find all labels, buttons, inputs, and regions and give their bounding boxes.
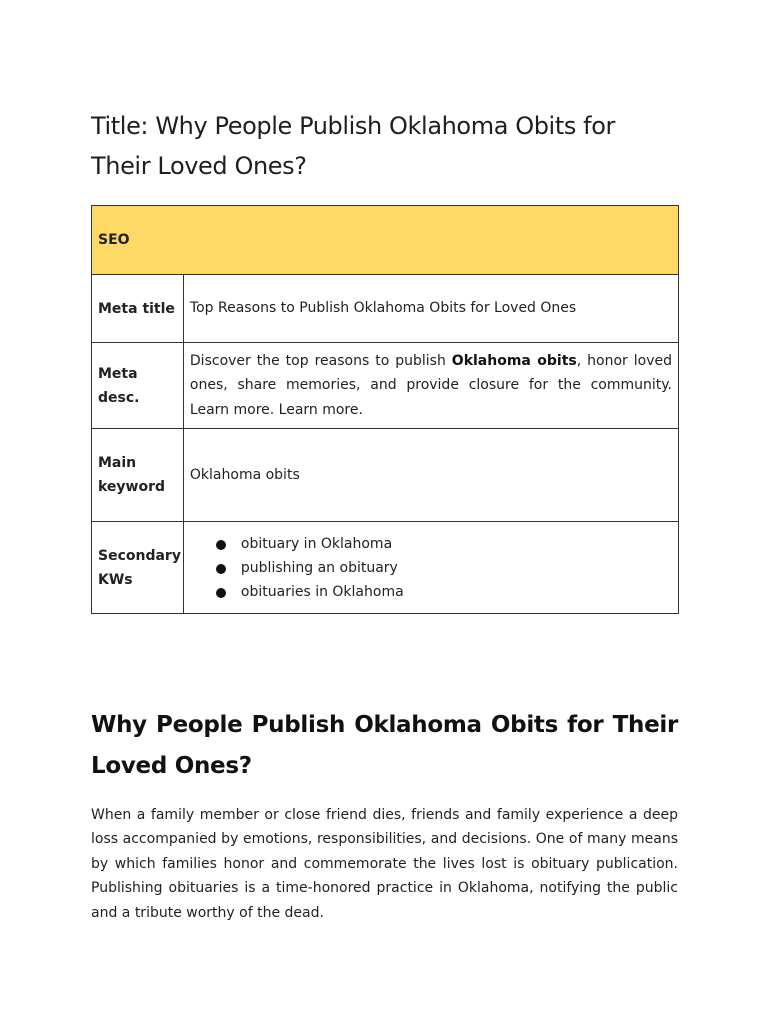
seo-header-cell: SEO	[92, 206, 679, 275]
main-keyword-row	[92, 429, 679, 522]
seo-table	[91, 205, 679, 614]
meta-title-label: Meta title	[92, 275, 184, 343]
secondary-kws-list	[190, 532, 672, 604]
secondary-kws-value	[183, 522, 678, 614]
meta-title-row	[92, 275, 679, 343]
meta-desc-bold-keyword: Oklahoma obits	[451, 352, 577, 369]
secondary-kws-row	[92, 522, 679, 614]
article-paragraph: When a family member or close friend dies, friends and family experience a deep loss accompanied by emotions, responsibilities, and decisions. One of many means by which families honor and commemorate the lives lost is obituary publication. Publishing obituaries is a time-honored practice in Oklahoma, notifying the public and a tribute worthy of the dead.	[91, 807, 678, 921]
meta-desc-text-start: Discover the top reasons to publish	[189, 352, 452, 369]
document-title: Title: Why People Publish Oklahoma Obits for Their Loved Ones?	[91, 112, 615, 180]
article-heading: Why People Publish Oklahoma Obits for Their Loved Ones?	[91, 712, 678, 779]
meta-desc-row	[92, 343, 679, 429]
main-keyword-label: Main keyword	[92, 429, 184, 522]
list-item: publishing an obituary	[214, 556, 672, 580]
meta-title-value: Top Reasons to Publish Oklahoma Obits for Loved Ones	[183, 275, 678, 343]
main-keyword-value: Oklahoma obits	[183, 429, 678, 522]
meta-desc-text-end: , honor loved ones, share memories, and provide closure for the community. Learn more. Learn more.	[189, 352, 672, 418]
meta-desc-value	[183, 343, 678, 429]
secondary-kws-label: Secondary KWs	[92, 522, 184, 614]
list-item: obituaries in Oklahoma	[214, 580, 672, 604]
meta-desc-label: Meta desc.	[92, 343, 184, 429]
list-item: obituary in Oklahoma	[214, 532, 672, 556]
seo-header-row	[92, 206, 679, 275]
